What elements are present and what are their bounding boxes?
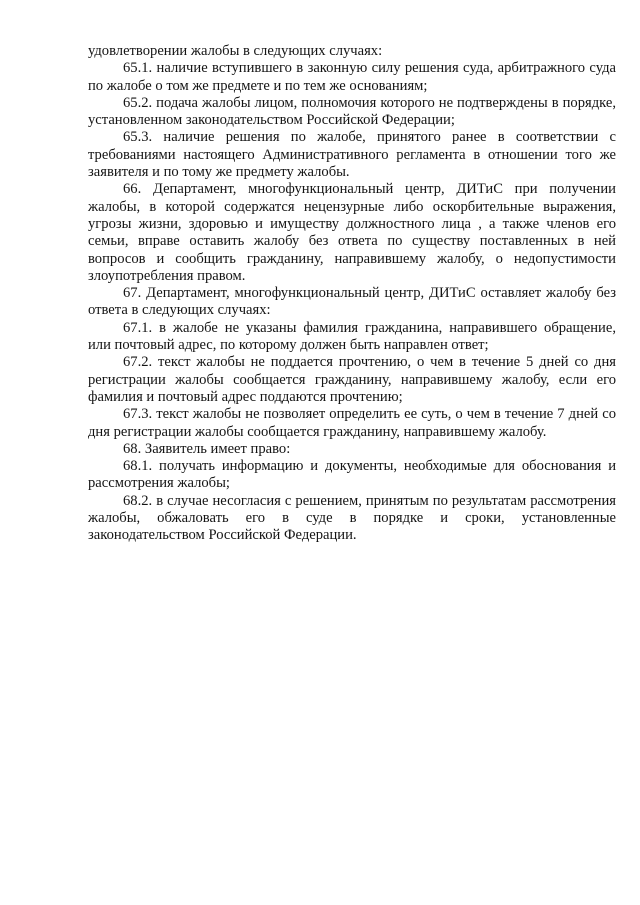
paragraph-continuation: удовлетворении жалобы в следующих случаях:	[88, 43, 383, 59]
paragraph-68-1: 68.1. получать информацию и документы, необходимые для обоснования и рассмотрения жалобы;	[88, 458, 616, 492]
paragraph-65-1: 65.1. наличие вступившего в законную силу решения суда, арбитражного суда по жалобе о том же предмете и по тем же основаниям;	[88, 60, 616, 94]
paragraph-65-3: 65.3. наличие решения по жалобе, принятого ранее в соответствии с требованиями настоящего Административного регламента в отношении того же заявителя и по тому же предмету жалобы.	[88, 129, 616, 181]
paragraph-67-2: 67.2. текст жалобы не поддается прочтению, о чем в течение 5 дней со дня регистрации жалобы сообщается гражданину, направившему жалобу, если его фамилия и почтовый адрес поддаются прочтению;	[88, 354, 616, 405]
document-page	[88, 43, 616, 545]
paragraph-68: 68. Заявитель имеет право:	[123, 440, 291, 457]
paragraph-65-2: 65.2. подача жалобы лицом, полномочия которого не подтверждены в порядке, установленном законодательством Российской Федерации;	[88, 94, 616, 129]
paragraph-68-2: 68.2. в случае несогласия с решением, принятым по результатам рассмотрения жалобы, обжаловать его в суде в порядке и сроки, установленные законодательством Российской Федерации.	[88, 492, 616, 544]
paragraph-66: 66. Департамент, многофункциональный центр, ДИТиС при получении жалобы, в которой содержатся нецензурные либо оскорбительные выражения, угрозы жизни, здоровью и имуществу должностного лица , а также членов его семьи, вправе оставить жалобу без ответа по существу поставленных в ней вопросов и сообщить гражданину, направившему жалобу, о недопустимости злоупотребления правом.	[88, 181, 616, 284]
paragraph-67: 67. Департамент, многофункциональный центр, ДИТиС оставляет жалобу без ответа в следующих случаях:	[88, 285, 616, 319]
paragraph-67-1: 67.1. в жалобе не указаны фамилия гражданина, направившего обращение, или почтовый адрес, по которому должен быть направлен ответ;	[88, 319, 616, 354]
paragraph-67-3: 67.3. текст жалобы не позволяет определить ее суть, о чем в течение 7 дней со дня регистрации жалобы сообщается гражданину, направившему жалобу.	[88, 406, 616, 440]
